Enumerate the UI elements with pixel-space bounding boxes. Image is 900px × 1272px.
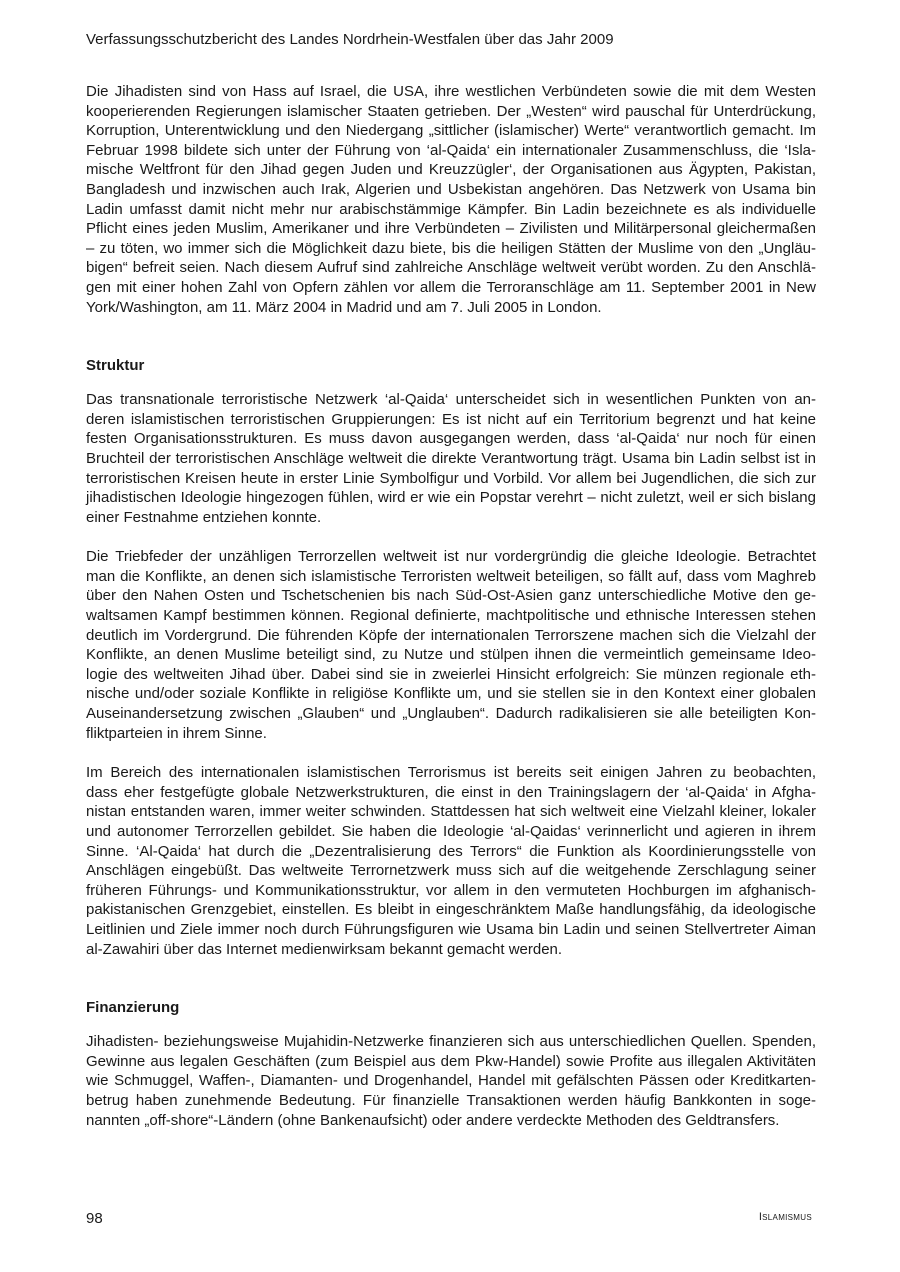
text-line: Konflikte, an denen Muslime beteiligt sind, zu Nutze und stülpen ihnen die vermeintlich gemeinsame Ideo- bbox=[86, 646, 816, 664]
struktur-paragraph-2 bbox=[86, 547, 816, 743]
text-line: Die Jihadisten sind von Hass auf Israel, die USA, ihre westlichen Verbündeten sowie die mit dem Westen bbox=[86, 83, 816, 100]
text-line: Februar 1998 bildete sich unter der Führung von ‘al-Qaida‘ ein internationaler Zusammenschluss, die ‘Isla- bbox=[86, 141, 816, 159]
text-line: waltsamen Kampf bestimmen können. Regional definierte, machtpolitische und ethnische Interessen stehen bbox=[86, 607, 816, 625]
text-line: betrug haben zunehmende Bedeutung. Für finanzielle Transaktionen werden häufig Bankkonten in soge- bbox=[86, 1091, 816, 1109]
text-line: Auseinandersetzung zwischen „Glauben“ und „Unglauben“. Dadurch radikalisieren sie alle beteiligten Kon- bbox=[86, 705, 816, 723]
text-line: logie des weltweiten Jihad über. Dabei sind sie in zweierlei Hinsicht erfolgreich: Sie münzen regionale eth- bbox=[86, 665, 816, 683]
text-line: Leitlinien und Ziele immer noch durch Führungsfiguren wie Usama bin Ladin und seinen Stellvertreter Aiman bbox=[86, 920, 816, 938]
text-line: terroristischen Kreisen heute in erster Linie Symbolfigur und Vorbild. Vor allem bei Jugendlichen, die sich zur bbox=[86, 469, 816, 487]
text-line: nische und/oder soziale Konflikte in religiöse Konflikte um, und sie stellen sie in den Kontext einer globalen bbox=[86, 685, 816, 703]
text-line: pakistanischen Grenzgebiet, einstellen. Es bleibt in eingeschränktem Maße handlungsfähig, da ideologische bbox=[86, 901, 816, 919]
text-line: bigen“ befreit seien. Nach diesem Aufruf sind zahlreiche Anschläge weltweit verübt worden. Zu den Anschlä- bbox=[86, 259, 816, 277]
text-line: Die Triebfeder der unzähligen Terrorzellen weltweit ist nur vordergründig die gleiche Ideologie. Betrachtet bbox=[86, 548, 816, 566]
struktur-paragraph-3 bbox=[86, 763, 816, 959]
text-line: York/Washington, am 11. März 2004 in Madrid und am 7. Juli 2005 in London. bbox=[86, 298, 602, 316]
text-line: deutlich im Vordergrund. Die führenden Köpfe der internationalen Terrorszene machen sich die Vielzahl der bbox=[86, 626, 816, 644]
text-line: Bruchteil der terroristischen Anschläge weltweit die direkte Verantwortung trägt. Usama bin Ladin selbst ist in bbox=[86, 449, 816, 467]
text-line: nistan entstanden waren, immer weiter schwinden. Stattdessen hat sich weltweit eine Vielzahl kleiner, lokaler bbox=[86, 803, 816, 821]
struktur-paragraph-1 bbox=[86, 390, 816, 527]
text-line: und autonomer Terrorzellen gebildet. Sie haben die Ideologie ‘al-Qaidas‘ verinnerlicht und agieren in ihrem bbox=[86, 823, 816, 840]
text-line: festen Organisationsstrukturen. Es muss davon ausgegangen werden, dass ‘al-Qaida‘ nur noch für einen bbox=[86, 430, 816, 448]
document-body bbox=[86, 82, 816, 1130]
text-line: jihadistischen Ideologie hingezogen fühlen, wird er wie ein Popstar verehrt – nicht zuletzt, weil er sich bislang bbox=[86, 489, 816, 507]
section-label: Islamismus bbox=[758, 1211, 812, 1223]
text-line: al-Zawahiri über das Internet medienwirksam bekannt gemacht werden. bbox=[86, 940, 563, 958]
text-line: Anschlägen eingebüßt. Das weltweite Terrornetzwerk muss sich auf die weitgehende Zerschlagung seiner bbox=[86, 862, 816, 880]
text-line: über den Nahen Osten und Tschetschenien bis nach Süd-Ost-Asien ganz unterschiedliche Motive den ge- bbox=[86, 587, 816, 605]
page-number: 98 bbox=[86, 1210, 103, 1227]
text-line: Im Bereich des internationalen islamistischen Terrorismus ist bereits seit einigen Jahren zu beobachten, bbox=[86, 764, 816, 782]
finanzierung-paragraph bbox=[86, 1032, 816, 1130]
section-heading-struktur: Struktur bbox=[86, 357, 145, 375]
text-line: Ladin umfasst damit nicht mehr nur arabischstämmige Kämpfer. Bin Ladin bezeichnete es als individuelle bbox=[86, 200, 816, 218]
intro-paragraph bbox=[86, 82, 816, 317]
text-line: man die Konflikte, an denen sich islamistische Terroristen weltweit beteiligen, so fällt auf, dass vom Maghreb bbox=[86, 567, 816, 585]
text-line: Sinne. ‘Al-Qaida‘ hat durch die „Dezentralisierung des Terrors“ die Funktion als Koordinierungsstelle von bbox=[86, 842, 816, 860]
text-line: kooperierenden Regierungen islamischer Staaten getrieben. Der „Westen“ wird pauschal für Unterdrückung, bbox=[86, 102, 816, 120]
section-heading-finanzierung: Finanzierung bbox=[86, 999, 180, 1017]
text-line: Pflicht eines jeden Muslim, Amerikaner und ihre Verbündeten – Zivilisten und Militärpersonal gleichermaßen bbox=[86, 220, 816, 238]
text-line: fliktparteien in ihrem Sinne. bbox=[86, 724, 267, 742]
text-line: Korruption, Unterentwicklung und den Niedergang „sittlicher (islamischer) Werte“ verantwortlich gemacht. Im bbox=[86, 122, 816, 140]
running-header: Verfassungsschutzbericht des Landes Nordrhein-Westfalen über das Jahr 2009 bbox=[86, 31, 614, 48]
text-line: Bangladesh und inzwischen auch Irak, Algerien und Usbekistan angehören. Das Netzwerk von Usama bin bbox=[86, 180, 816, 198]
text-line: gen mit einer hohen Zahl von Opfern zählen vor allem die Terroranschläge am 11. September 2001 in New bbox=[86, 278, 816, 296]
text-line: Jihadisten- beziehungsweise Mujahidin-Netzwerke finanzieren sich aus unterschiedlichen Quellen. Spenden, bbox=[86, 1033, 816, 1051]
text-line: nannten „off-shore“-Ländern (ohne Bankenaufsicht) oder andere verdeckte Methoden des Geldtransfers. bbox=[86, 1111, 780, 1129]
text-line: früheren Führungs- und Kommunikationsstruktur, vor allem in den vermuteten Hochburgen im afghanisch- bbox=[86, 881, 816, 899]
text-line: einer Festnahme entziehen konnte. bbox=[86, 508, 322, 526]
text-line: mische Weltfront für den Jihad gegen Juden und Kreuzzügler‘, der Organisationen aus Ägypten, Pakistan, bbox=[86, 161, 816, 179]
text-line: dass eher festgefügte globale Netzwerkstrukturen, die einst in den Trainingslagern der ‘al-Qaida‘ in Afgha- bbox=[86, 783, 816, 801]
text-line: deren islamistischen terroristischen Gruppierungen: Es ist nicht auf ein Territorium begrenzt und hat keine bbox=[86, 410, 816, 428]
text-line: wie Schmuggel, Waffen-, Diamanten- und Drogenhandel, Handel mit gefälschten Pässen oder Kreditkarten- bbox=[86, 1072, 816, 1090]
text-line: Das transnationale terroristische Netzwerk ‘al-Qaida‘ unterscheidet sich in wesentlichen Punkten von an- bbox=[86, 391, 816, 409]
text-line: Gewinne aus legalen Geschäften (zum Beispiel aus dem Pkw-Handel) sowie Profite aus illegalen Aktivitäten bbox=[86, 1052, 816, 1070]
text-line: – zu töten, wo immer sich die Möglichkeit dazu biete, bis die heiligen Stätten der Muslime von den „Ungläu- bbox=[86, 239, 816, 257]
